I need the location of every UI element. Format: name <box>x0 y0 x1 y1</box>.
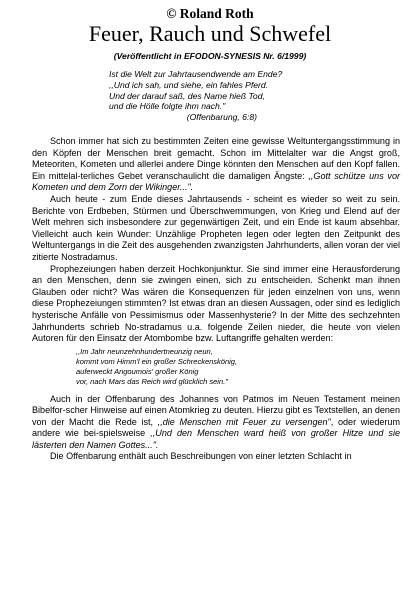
epigraph-line: Ist die Welt zur Jahrtausendwende am Ende? <box>109 69 283 79</box>
verse-line: ,,Im Jahr neunzehnhundertneunzig neun, <box>76 346 213 356</box>
epigraph-line: Und der darauf saß, des Name hieß Tod, <box>109 90 265 101</box>
paragraph-text: Die Offenbarung enthält auch Beschreibungen von einer letzten Schlacht in <box>50 451 352 462</box>
paragraph <box>32 394 400 452</box>
article-body <box>32 136 400 463</box>
epigraph-source: (Offenbarung, 6:8) <box>186 112 257 123</box>
verse-line: vor, nach Mars das Reich wird glücklich sein." <box>76 377 228 387</box>
paragraph-text: Schon immer hat sich zu bestimmten Zeiten eine gewisse Weltuntergangsstimmung in den Köpfen der Menschen breit gemacht. Schon im Mittelalter war die Angst groß, Meteoriten, Kometen und allerlei andere Dinge könnten den Menschen auf den Kopf fallen. Ein mittelal-terliches Gebet veranschaulicht die damaligen Ängste: <box>32 136 400 181</box>
paragraph-text: , oder wiederum andere wie bei-spielsweise <box>32 416 400 439</box>
paragraph-text: Auch heute - zum Ende dieses Jahrtausends - scheint es wieder so weit zu sein. Berichte von Erdbeben, Stürmen und Überschwemmungen, von Krieg und Elend auf der Welt mehren sich insbesondere zur gegenwärtigen Zeit, und ein Ende ist kaum absehbar. Vielleicht auch kein Wunder: Unzählige Propheten legen oder legten den Zeitpunkt des Weltuntergangs in die Zeit des ausgehenden zwanzigsten Jahrhunderts, allen voran der viel zitierte Nostradamus. <box>32 193 400 262</box>
paragraph-text: Auch in der Offenbarung des Johannes von Patmos im Neuen Testament meinen Bibelfor-scher Hinweise auf einen Atomkrieg zu deuten. Hierzu gibt es Textstellen, an denen von der Macht die Rede ist, <box>32 393 400 427</box>
paragraph-text: Prophezeiungen haben derzeit Hochkonjunktur. Sie sind immer eine Herausforderung an den Menschen, denn sie zwingen einen, sich zu entscheiden. Schenkt man ihnen Glauben oder nicht? Was wären die Konsequenzen für jeden einzelnen von uns, wenn diese Prophezeiungen stimmten? Ist etwas dran an diesen Aussagen, oder sind es lediglich hysterische Anfälle von Pessimismus oder Massenhysterie? In der Mitte des sechzehnten Jahrhunderts schrieb No-stradamus u.a. folgende Zeilen nieder, die heute von vielen Autoren für den Einsatz der Atombombe bzw. Luftangriffe gehalten werden: <box>32 263 400 344</box>
author-line: © Roland Roth <box>166 6 254 21</box>
epigraph-line: ,,Und ich sah, und siehe, ein fahles Pferd. <box>109 79 269 90</box>
paragraph <box>32 194 400 264</box>
paragraph <box>32 136 400 194</box>
epigraph-line: und die Hölle folgte ihm nach." <box>109 101 226 112</box>
inline-quote: ,,Und den Menschen ward heiß von großer Hitze und sie lästerten den Namen Gottes...". <box>32 428 400 450</box>
article-title: Feuer, Rauch und Schwefel <box>88 21 332 46</box>
verse-line: auferweckt Angoumois' großer König <box>76 367 199 377</box>
verse-line: kommt vom Himm'l ein großer Schreckenskönig, <box>76 356 238 366</box>
inline-quote: ,,Gott schütze uns vor Kometen und dem Zorn der Wikinger...". <box>32 170 400 193</box>
publication-note: (Veröffentlicht in EFODON-SYNESIS Nr. 6/1999) <box>113 51 307 61</box>
paragraph <box>32 264 400 345</box>
epigraph <box>109 69 283 123</box>
inline-quote: ,,die Menschen mit Feuer zu versengen" <box>157 416 331 427</box>
paragraph <box>32 451 400 463</box>
verse-quote <box>76 347 400 388</box>
